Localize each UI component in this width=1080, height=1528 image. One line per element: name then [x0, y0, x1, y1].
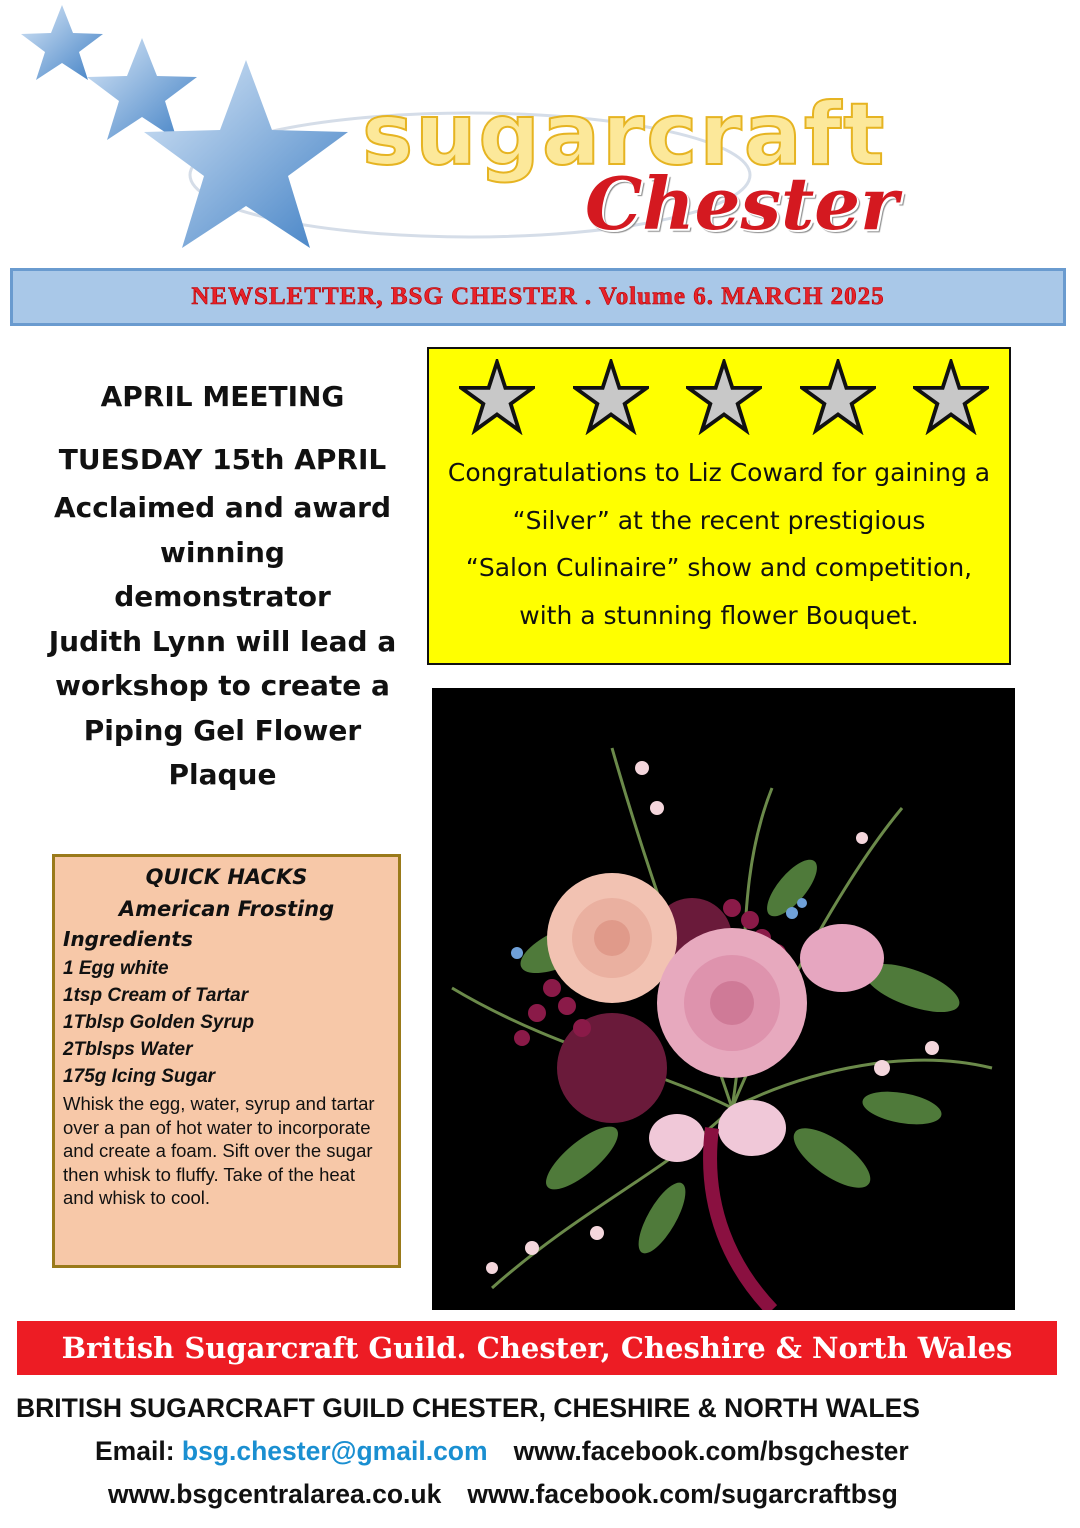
congratulations-box — [427, 347, 1011, 665]
guild-banner-text: British Sugarcraft Guild. Chester, Cheshire & North Wales — [61, 1331, 1013, 1365]
guild-banner — [17, 1321, 1057, 1375]
star-outline-icon — [459, 359, 535, 435]
meeting-line: Acclaimed and award — [53, 491, 392, 524]
congrats-line: “Salon Culinaire” show and competition, — [465, 553, 973, 582]
facebook-link[interactable]: www.facebook.com/bsgchester — [513, 1436, 909, 1466]
meeting-date: TUESDAY 15th APRIL — [58, 443, 387, 476]
facebook-link[interactable]: www.facebook.com/sugarcraftbsg — [467, 1479, 898, 1509]
meeting-line: demonstrator — [114, 580, 331, 613]
quick-hacks-title: QUICK HACKS — [145, 865, 308, 889]
ingredient-item: 1Tblsp Golden Syrup — [63, 1012, 255, 1033]
meeting-line: workshop to create a — [55, 669, 390, 702]
congratulations-text — [429, 449, 1009, 639]
ingredient-item: 1tsp Cream of Tartar — [63, 985, 249, 1006]
footer-web-line — [108, 1479, 898, 1510]
ingredient-item: 1 Egg white — [63, 958, 169, 979]
footer-contact-line — [95, 1436, 909, 1467]
ingredients-list — [63, 955, 390, 1090]
ingredient-item: 2Tblsps Water — [63, 1039, 193, 1060]
recipe-title: American Frosting — [118, 897, 335, 921]
logo-chester-text: Chester — [585, 161, 898, 246]
bouquet-illustration — [432, 688, 1015, 1310]
logo-sugarcraft-text: sugarcraft — [362, 85, 887, 185]
blue-star-small-icon — [21, 5, 103, 80]
newsletter-title: NEWSLETTER, BSG CHESTER . Volume 6. MARCH 2025 — [191, 283, 885, 310]
flower-bouquet-photo — [432, 688, 1015, 1310]
footer-organisation: BRITISH SUGARCRAFT GUILD CHESTER, CHESHIRE & NORTH WALES — [16, 1393, 920, 1423]
meeting-line: winning — [160, 535, 285, 569]
email-label: Email: — [95, 1436, 175, 1466]
congrats-line: “Silver” at the recent prestigious — [512, 505, 926, 535]
ingredients-heading: Ingredients — [63, 927, 193, 951]
meeting-line: Judith Lynn will lead a — [48, 624, 397, 658]
meeting-line: Piping Gel Flower — [83, 713, 362, 747]
meeting-description — [40, 486, 405, 798]
sugarcraft-chester-logo — [0, 0, 1080, 265]
newsletter-title-banner — [10, 268, 1066, 326]
star-outline-icon — [573, 359, 649, 435]
ingredient-item: 175g Icing Sugar — [63, 1066, 216, 1087]
congrats-line: with a stunning flower Bouquet. — [519, 600, 919, 630]
congrats-line: Congratulations to Liz Coward for gaining a — [447, 458, 991, 487]
recipe-method: Whisk the egg, water, syrup and tartar over a pan of hot water to incorporate and create a foam. Sift over the sugar then whisk to fluffy. Take of the heat and whisk to cool. — [63, 1093, 375, 1208]
website-link[interactable]: www.bsgcentralarea.co.uk — [108, 1479, 442, 1509]
star-outline-icon — [686, 359, 762, 435]
meeting-announcement — [40, 372, 405, 798]
meeting-line: Plaque — [168, 758, 277, 791]
star-outline-icon — [913, 359, 989, 435]
star-row — [459, 359, 989, 439]
email-link[interactable]: bsg.chester@gmail.com — [181, 1436, 488, 1466]
blue-star-medium-icon — [87, 38, 197, 140]
star-outline-icon — [800, 359, 876, 435]
meeting-heading: APRIL MEETING — [100, 380, 345, 413]
quick-hacks-box — [52, 854, 401, 1268]
